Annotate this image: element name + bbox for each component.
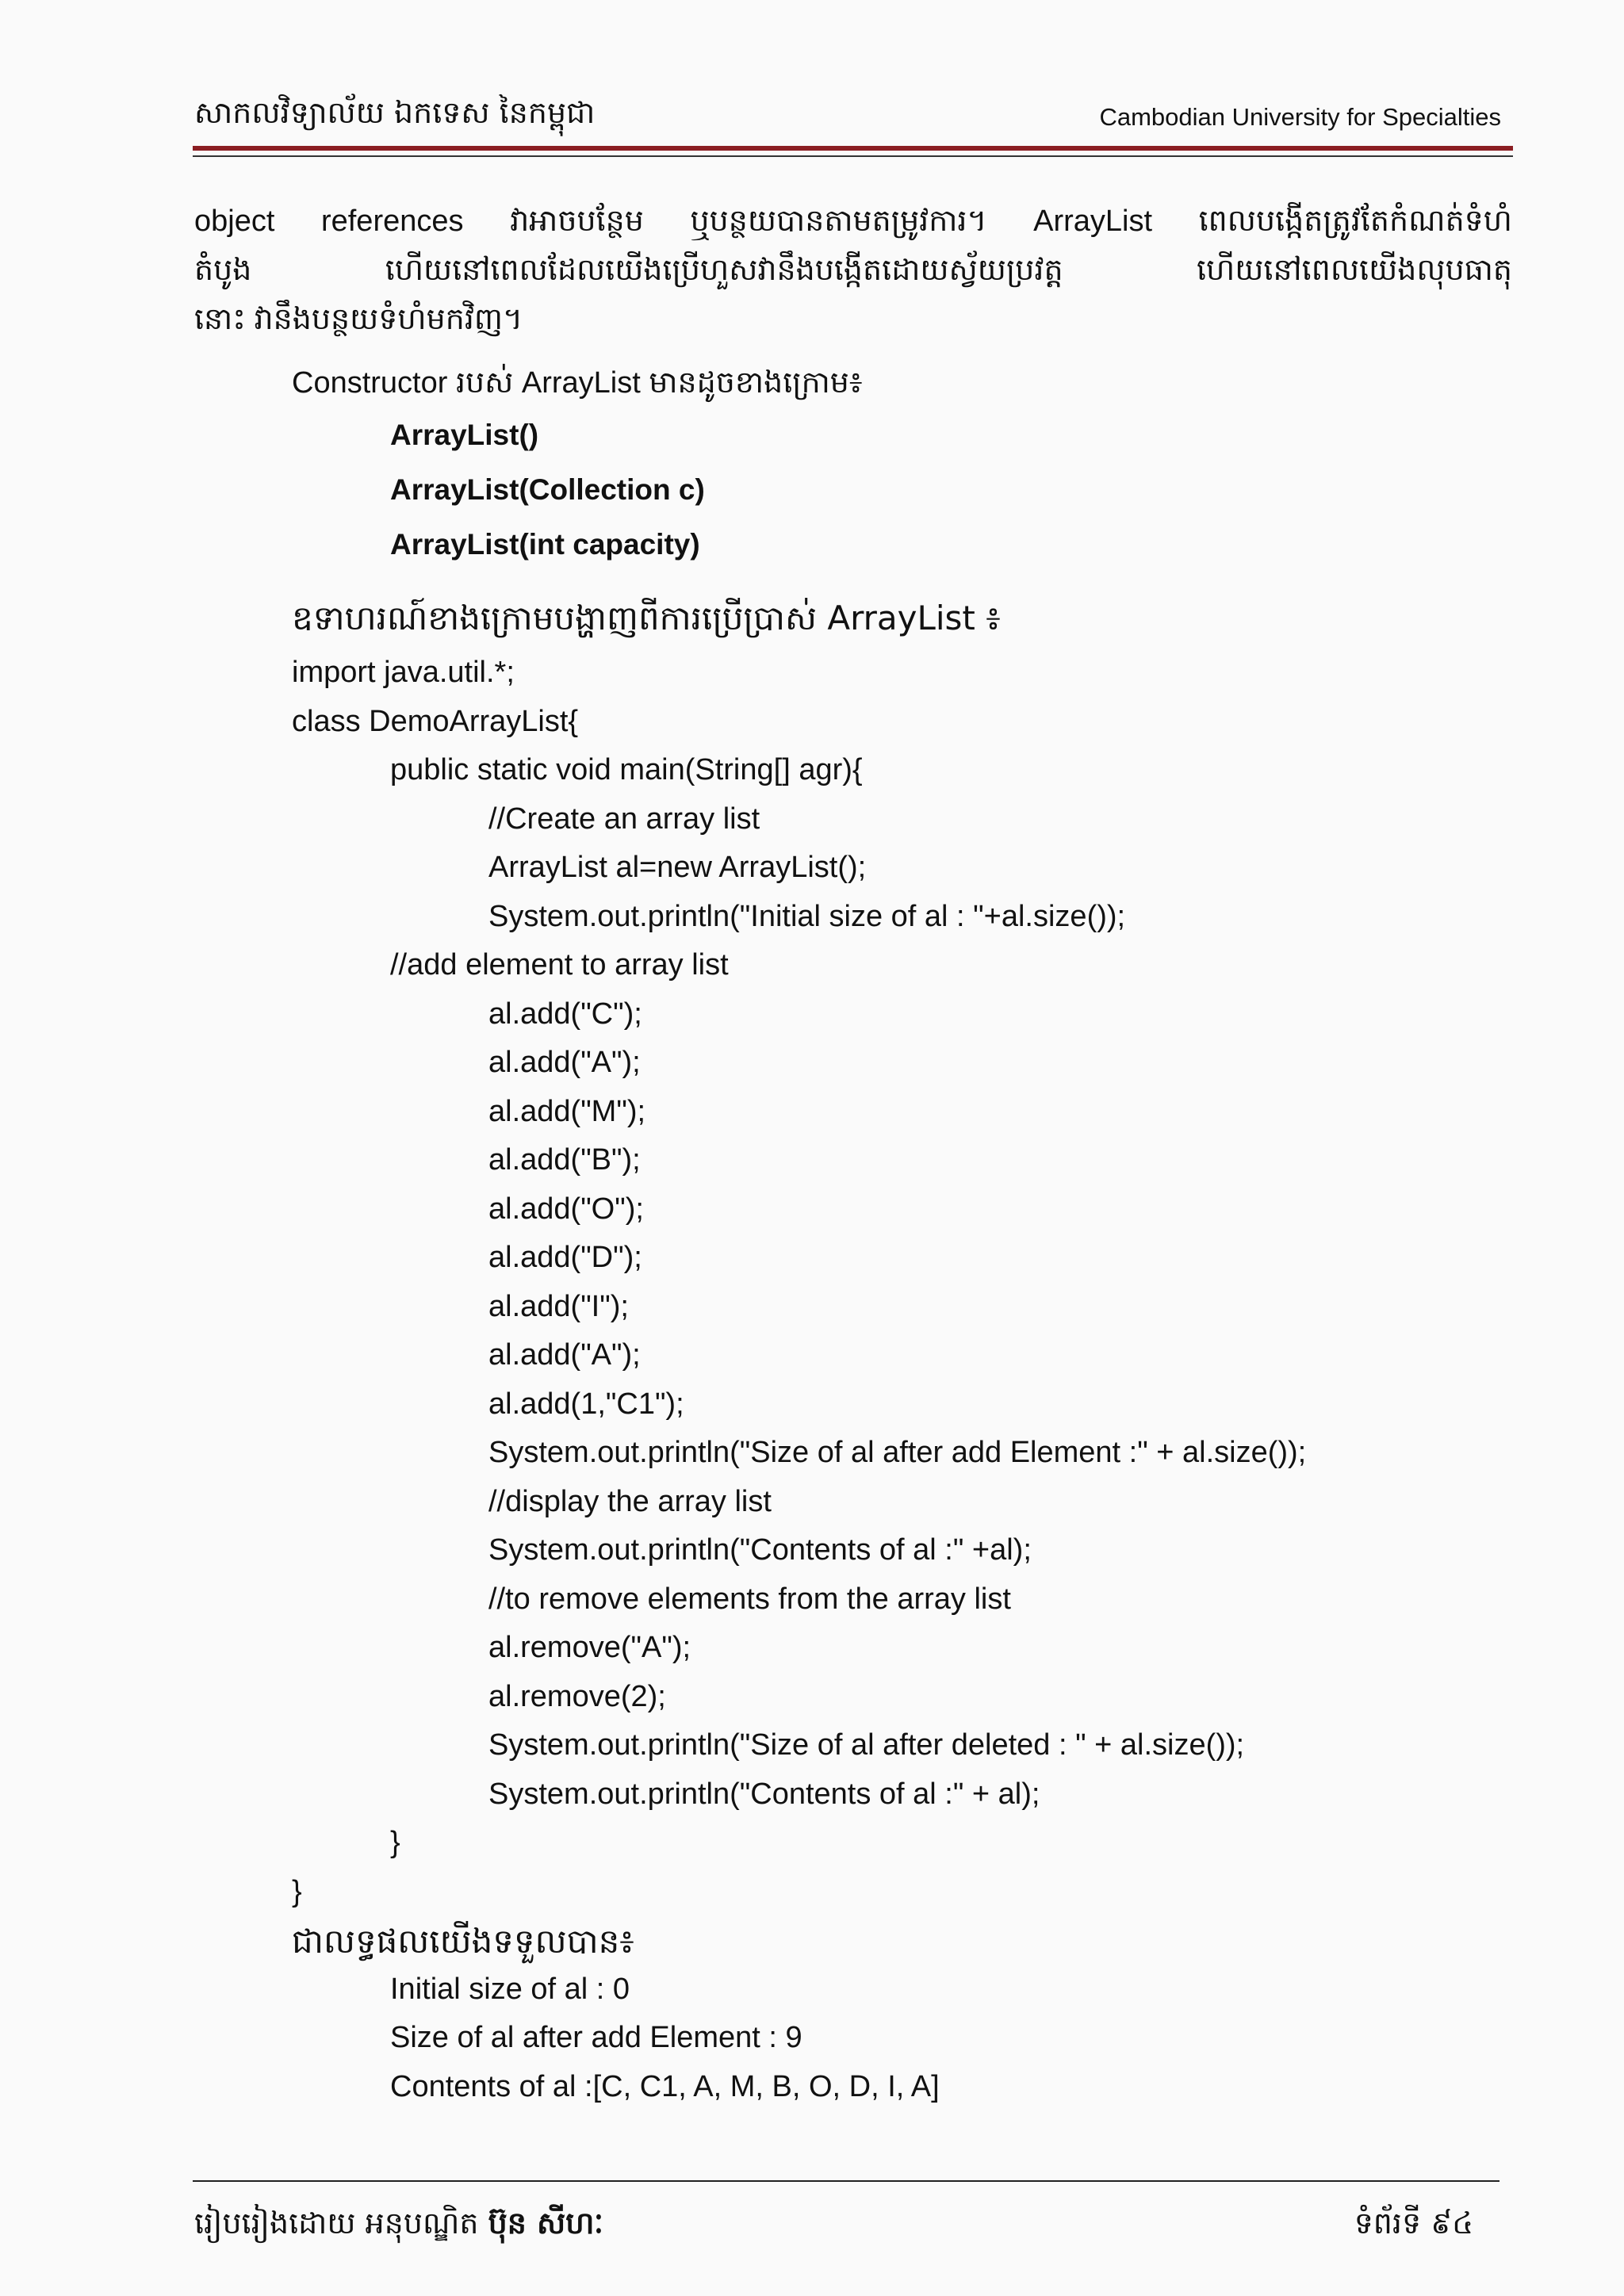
code-line: al.add("A"); (488, 1338, 641, 1372)
header-divider-thin (193, 155, 1513, 157)
code-line: al.add("M"); (488, 1095, 646, 1128)
code-line: System.out.println("Size of al after add Element :" + al.size()); (488, 1436, 1307, 1469)
header-university-english: Cambodian University for Specialties (1099, 103, 1501, 131)
code-line: al.add("C"); (488, 997, 642, 1031)
footer-page-number: ទំព័រទី ៩៤ (1354, 2206, 1473, 2241)
code-line: al.add(1,"C1"); (488, 1387, 684, 1421)
code-line: } (292, 1875, 302, 1908)
code-line: //to remove elements from the array list (488, 1582, 1011, 1616)
intro-line: តំបូង ហើយនៅពេលដែលយើងប្រើហួសវានឹងបង្កើតដោយស្វ័យប្រវត្ត ហើយនៅពេលយើងលុបធាតុ (194, 254, 1512, 287)
code-line: } (390, 1826, 400, 1859)
footer-author (194, 2204, 603, 2248)
result-heading: ជាលទ្ធផលយើងទទួលបាន៖ (292, 1922, 634, 1961)
code-line: class DemoArrayList{ (292, 705, 579, 738)
code-line: System.out.println("Initial size of al : "+al.size()); (488, 900, 1126, 933)
footer-author-prefix: រៀបរៀងដោយ អនុបណ្ឌិត (194, 2206, 488, 2241)
code-line: System.out.println("Contents of al :" + al); (488, 1777, 1040, 1811)
code-line: al.add("O"); (488, 1192, 644, 1226)
footer-author-name: ប៊ុន សីហៈ (488, 2206, 604, 2241)
constructor-item: ArrayList() (390, 419, 539, 451)
header-university-khmer: សាកលវិទ្យាល័យ ឯកទេស នៃកម្ពុជា (194, 95, 596, 130)
code-line: al.add("B"); (488, 1143, 641, 1177)
code-line: System.out.println("Contents of al :" +al); (488, 1533, 1032, 1567)
output-line: Initial size of al : 0 (390, 1973, 630, 2006)
code-line: ArrayList al=new ArrayList(); (488, 851, 867, 884)
code-line: System.out.println("Size of al after deleted : " + al.size()); (488, 1728, 1245, 1762)
code-line: //display the array list (488, 1485, 772, 1518)
code-line: al.remove(2); (488, 1680, 666, 1713)
code-line: al.remove("A"); (488, 1631, 691, 1664)
footer-divider (193, 2180, 1500, 2182)
code-line: //add element to array list (390, 948, 729, 982)
code-line: //Create an array list (488, 802, 760, 836)
intro-line: នោះ វានឹងបន្ថយទំហំមកវិញ។ (194, 303, 523, 336)
constructor-item: ArrayList(int capacity) (390, 528, 700, 561)
intro-line: object references វាអាចបន្ថែម ឬបន្ថយបានតាមតម្រូវការ។ ArrayList ពេលបង្កើតត្រូវតែកំណត់ទំហំ (194, 205, 1512, 238)
code-line: al.add("D"); (488, 1241, 642, 1274)
intro-paragraph (194, 197, 1512, 344)
code-line: import java.util.*; (292, 656, 515, 689)
constructor-heading: Constructor របស់ ArrayList មានដូចខាងក្រោម៖ (292, 366, 863, 400)
output-line: Contents of al :[C, C1, A, M, B, O, D, I, A] (390, 2070, 940, 2103)
code-line: public static void main(String[] agr){ (390, 753, 863, 786)
header-divider (193, 146, 1513, 151)
code-line: al.add("I"); (488, 1290, 629, 1323)
constructor-item: ArrayList(Collection c) (390, 473, 705, 506)
output-line: Size of al after add Element : 9 (390, 2021, 802, 2054)
code-line: al.add("A"); (488, 1046, 641, 1079)
example-heading: ឧទាហរណ៍ខាងក្រោមបង្ហាញពីការប្រើប្រាស់ ArrayList ៖ (292, 599, 1001, 637)
